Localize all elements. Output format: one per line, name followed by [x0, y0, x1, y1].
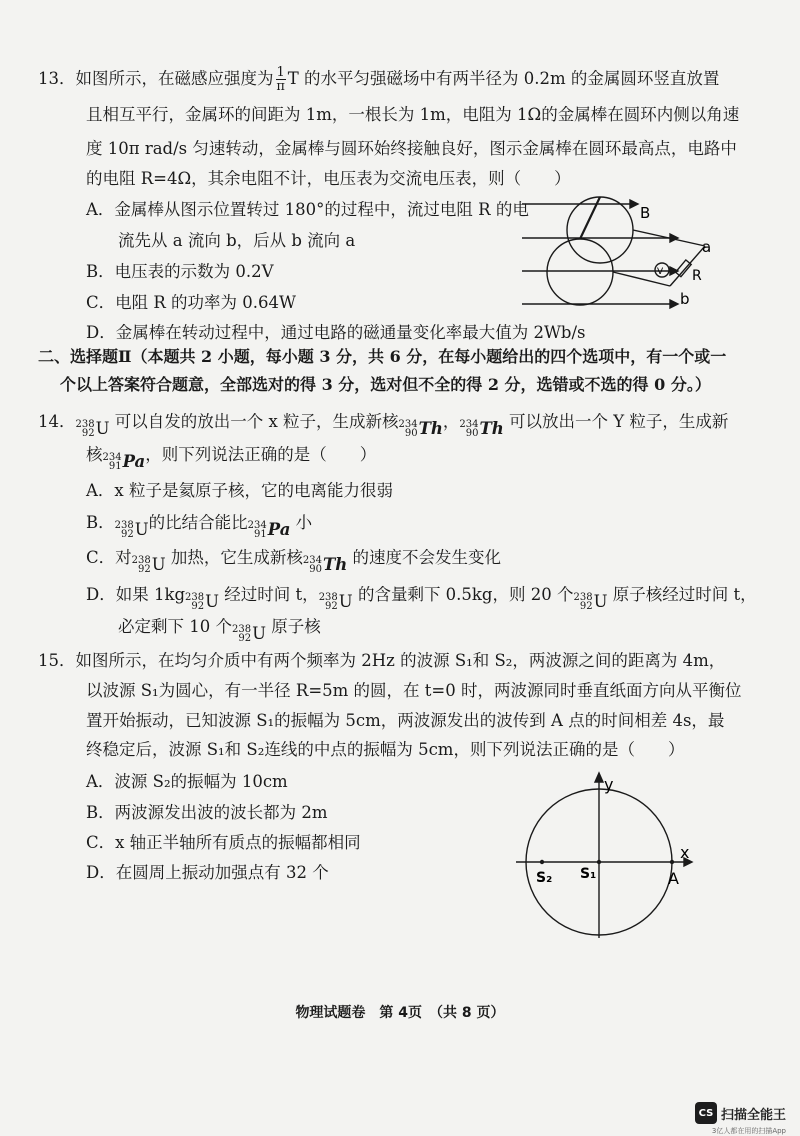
- section2-line1: 二、选择题Ⅱ（本题共 2 小题，每小题 3 分，共 6 分，在每小题给出的四个选项中，有一个或一: [38, 347, 727, 366]
- nuclide-th234: 234 90 Th: [398, 419, 443, 439]
- q13-number: 13: [38, 69, 59, 88]
- q13-fraction: $\frac{1}{\pi}$: [276, 65, 285, 94]
- q13-option-b: B．电压表的示数为 0.2V: [86, 262, 274, 281]
- q13-option-d: D．金属棒在转动过程中，通过电路的磁通量变化率最大值为 2Wb/s: [86, 323, 586, 342]
- section2-line2: 个以上答案符合题意，全部选对的得 3 分，选对但不全的得 2 分，选错或不选的得 0 分。）: [60, 375, 711, 394]
- q14-line1: 14． 238 92 U 可以自发的放出一个 x 粒子，生成新核 234 90 Th ， 234 90 Th 可以放出一个 Y 粒子，生成新: [38, 412, 729, 439]
- q13-line1: 13．如图所示，在磁感应强度为 $\frac{1}{\pi}$ T 的水平匀强磁场中有两半径为 0.2m 的金属圆环竖直放置: [38, 65, 720, 94]
- q14-option-b: B． 238 92 U 的比结合能比 234 91 Pa 小: [86, 513, 313, 540]
- q14-option-d2: 必定剩下 10 个 238 92 U 原子核: [118, 617, 321, 644]
- source-s2-point: [540, 860, 544, 864]
- back-ring: [567, 197, 633, 263]
- q14-option-c: C．对 238 92 U 加热，它生成新核 234 90 Th 的速度不会发生变化: [86, 548, 501, 575]
- y-axis-label: y: [604, 775, 614, 794]
- nuclide-th234: 234 90 Th: [459, 419, 504, 439]
- nuclide-u238: 238 92 U: [75, 419, 110, 439]
- resistor-label: R: [692, 268, 702, 284]
- voltmeter-label: V: [657, 267, 664, 277]
- x-axis-label: x: [680, 843, 690, 862]
- q15-option-b: B．两波源发出波的波长都为 2m: [86, 803, 328, 822]
- s1-label: S₁: [580, 866, 597, 882]
- point-b-label: b: [680, 290, 690, 308]
- front-ring: [547, 239, 613, 305]
- q15-line2: 以波源 S₁为圆心，有一半径 R=5m 的圆，在 t=0 时，两波源同时垂直纸面方向从平衡位: [86, 681, 742, 700]
- point-a: [670, 860, 674, 864]
- q15-option-d: D．在圆周上振动加强点有 32 个: [86, 863, 329, 882]
- q14-option-d1: D．如果 1kg 238 92 U 经过时间 t， 238 92 U 的含量剩下 0.5kg，则 20 个 238 92 U 原子核经过时间 t，: [86, 585, 757, 612]
- field-label-b: B: [640, 204, 651, 222]
- q13-line3: 度 10π rad/s 匀速转动，金属棒与圆环始终接触良好，图示金属棒在圆环最高点，电路中: [86, 139, 737, 158]
- q13-option-a1: A．金属棒从图示位置转过 180°的过程中，流过电阻 R 的电: [86, 200, 529, 219]
- q13-line4: 的电阻 R=4Ω，其余电阻不计，电压表为交流电压表，则（ ）: [86, 169, 571, 188]
- resistor: [676, 260, 692, 277]
- point-a-label: a: [702, 238, 712, 256]
- nuclide-pa234: 234 91 Pa: [102, 452, 146, 472]
- q13-line2: 且相互平行，金属环的间距为 1m，一根长为 1m，电阻为 1Ω的金属棒在圆环内侧以角速: [86, 105, 740, 124]
- q15-line4: 终稳定后，波源 S₁和 S₂连线的中点的振幅为 5cm，则下列说法正确的是（ ）: [86, 740, 685, 759]
- q15-option-c: C．x 轴正半轴所有质点的振幅都相同: [86, 833, 361, 852]
- q15-option-a: A．波源 S₂的振幅为 10cm: [86, 772, 288, 791]
- q13-option-c: C．电阻 R 的功率为 0.64W: [86, 293, 296, 312]
- q13-option-a2: 流先从 a 流向 b，后从 b 流向 a: [118, 231, 356, 250]
- q15-circle-figure: [512, 770, 702, 940]
- q14-line2: 核 234 91 Pa ，则下列说法正确的是（ ）: [86, 445, 377, 472]
- q15-line3: 置开始振动，已知波源 S₁的振幅为 5cm，两波源发出的波传到 A 点的时间相差 4s，最: [86, 711, 725, 730]
- s2-label: S₂: [536, 870, 553, 886]
- camscanner-logo-icon: CS: [695, 1102, 717, 1124]
- scanner-watermark: CS 扫描全能王 3亿人都在用的扫描App: [695, 1102, 786, 1124]
- a-label: A: [668, 869, 679, 888]
- page-footer: 物理试题卷 第 4页 （共 8 页）: [295, 1005, 505, 1021]
- q15-line1: 15．如图所示，在均匀介质中有两个频率为 2Hz 的波源 S₁和 S₂，两波源之间的距离为 4m，: [38, 651, 726, 670]
- q14-option-a: A．x 粒子是氦原子核，它的电离能力很弱: [86, 481, 393, 500]
- source-s1-point: [597, 860, 601, 864]
- q13-ring-figure: [500, 190, 720, 320]
